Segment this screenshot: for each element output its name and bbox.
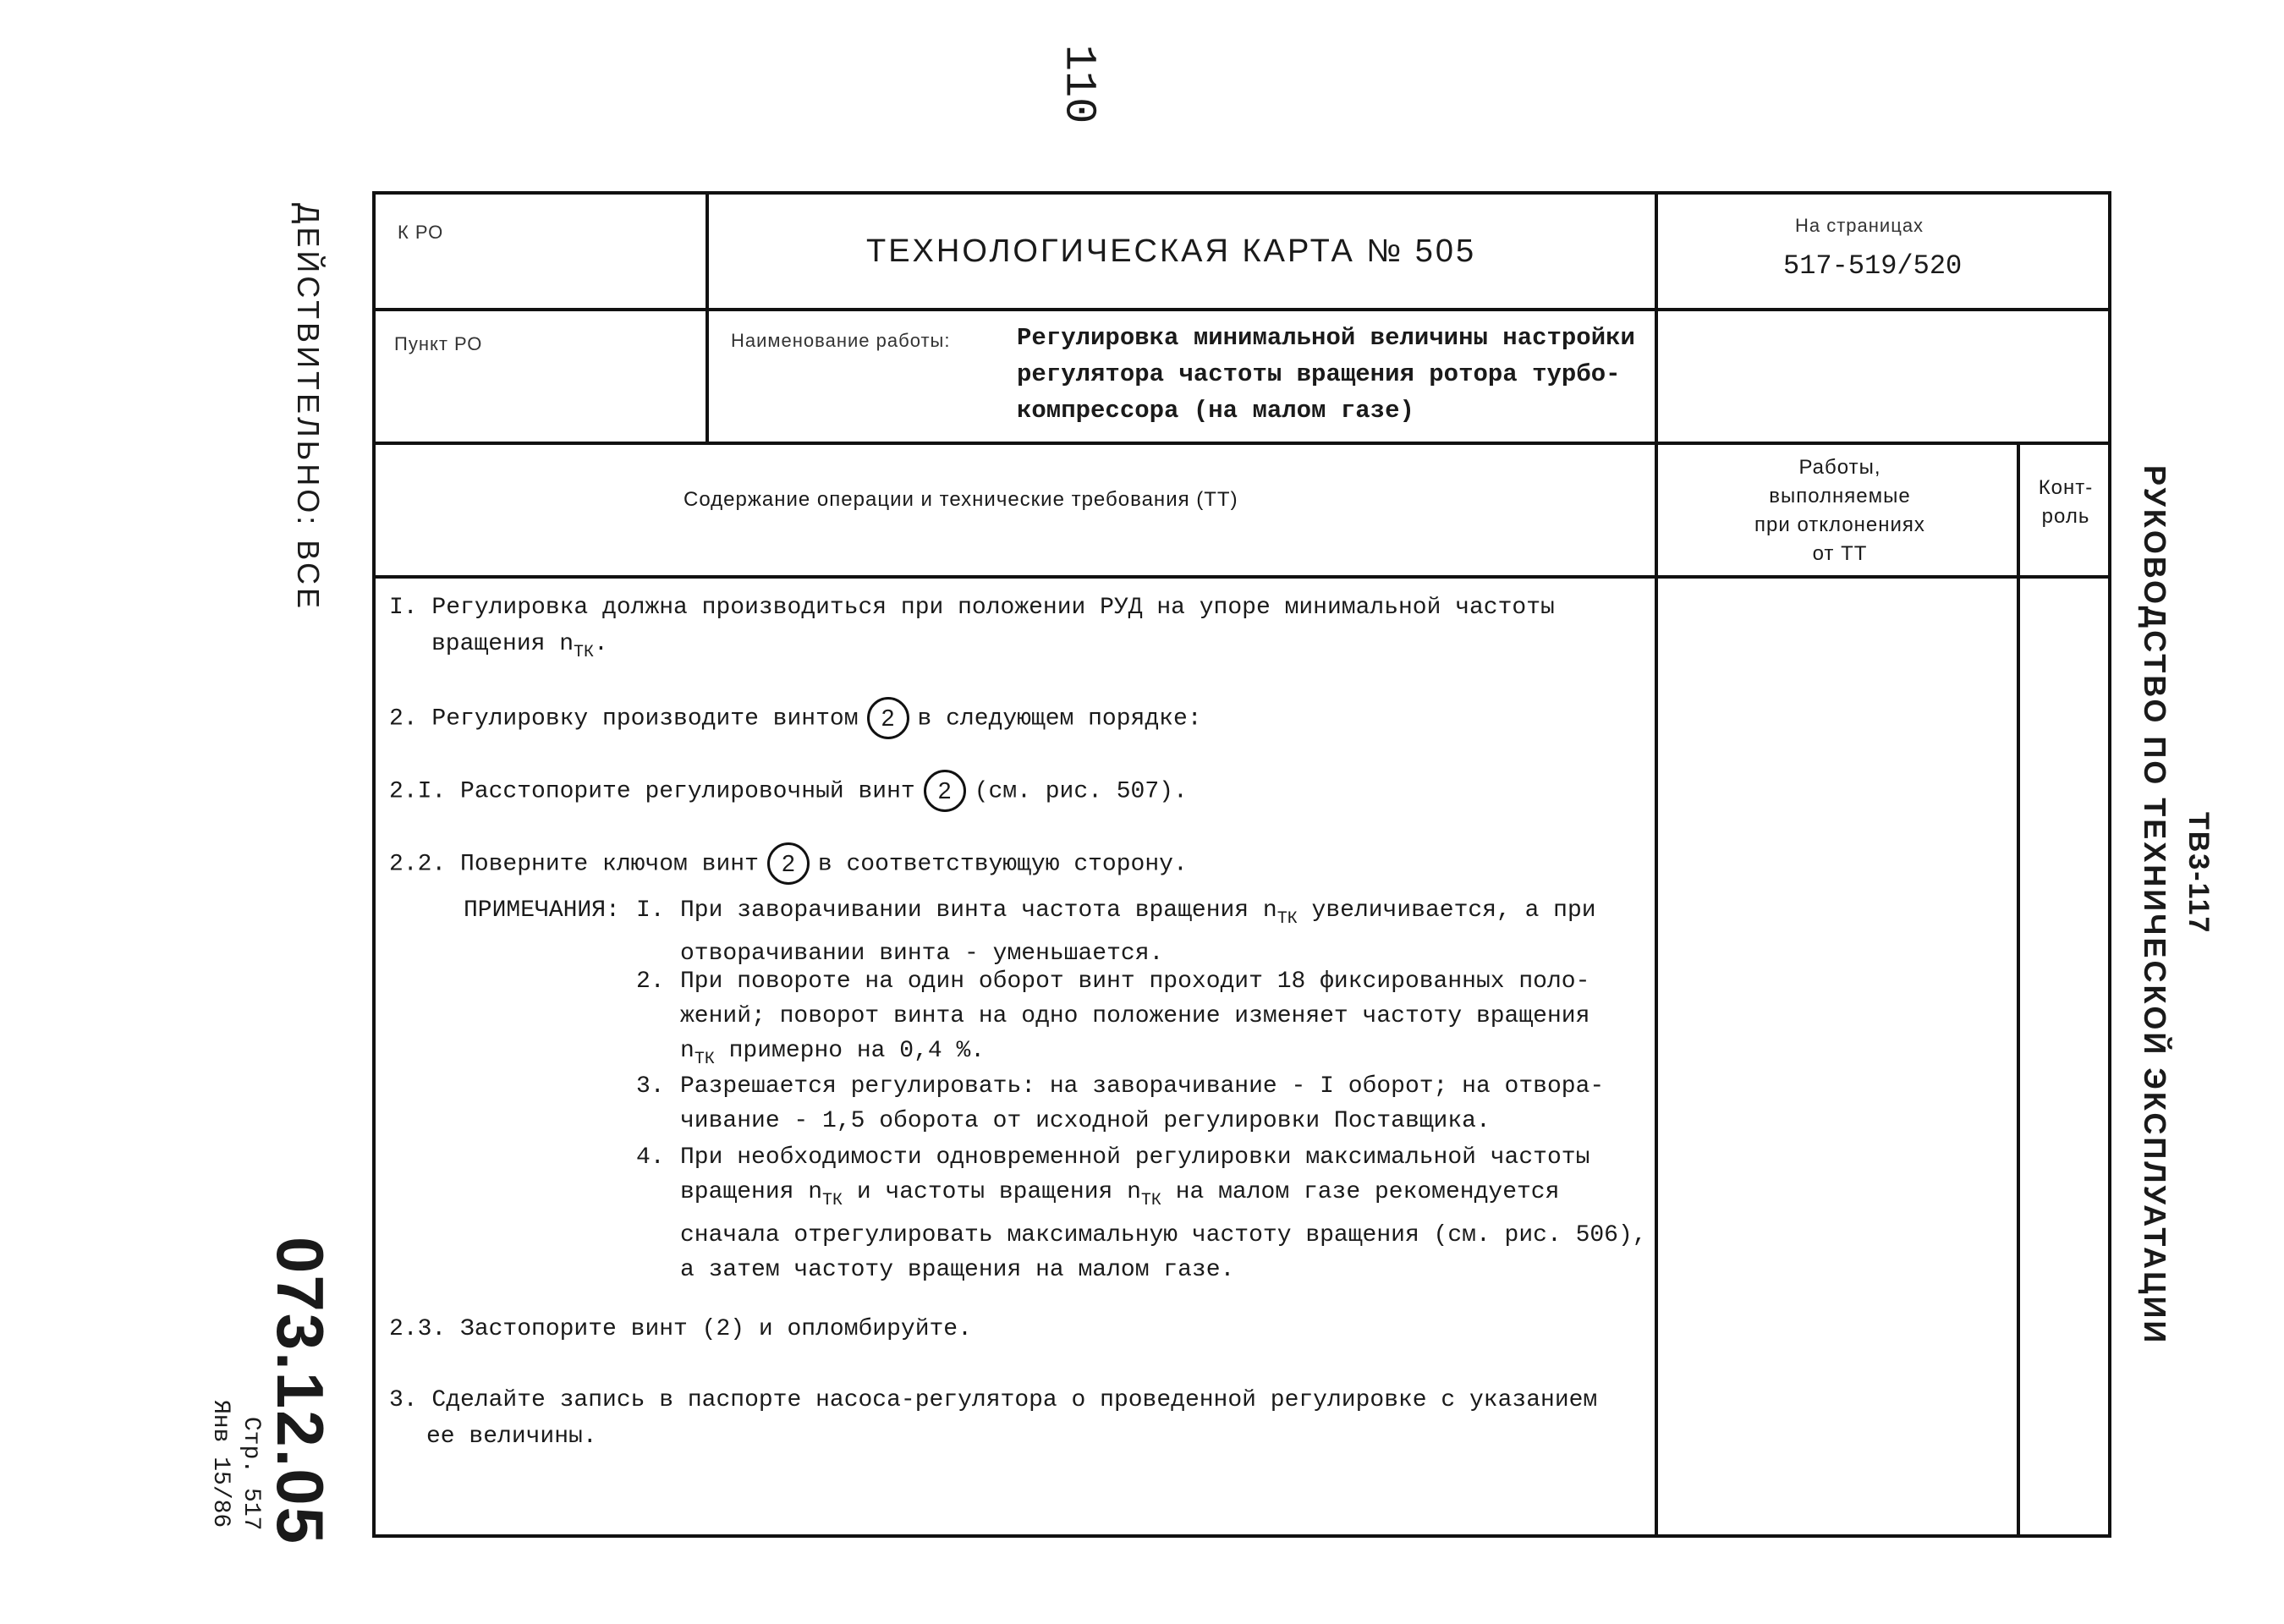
work-name-divider-line bbox=[372, 442, 2111, 445]
deviations-heading-line-2: выполняемые bbox=[1769, 485, 1911, 508]
item-2-2: 2.2. Поверните ключом винт 2 в соответствующую сторону. bbox=[389, 842, 1188, 885]
pages-label: На страницах bbox=[1795, 215, 1924, 236]
page-reference: Стр. 517 bbox=[238, 1417, 264, 1531]
card-title: ТЕХНОЛОГИЧЕСКАЯ КАРТА № 505 bbox=[866, 233, 1477, 269]
frame-right-line bbox=[2108, 191, 2111, 1538]
work-name-line-3: компрессора (на малом газе) bbox=[1017, 397, 1414, 425]
header-col2-line bbox=[1655, 191, 1658, 1538]
frame-top-line bbox=[372, 191, 2111, 195]
frame-left-line bbox=[372, 191, 376, 1538]
deviations-column-heading bbox=[1666, 453, 2013, 568]
item-3-line-1: 3. Сделайте запись в паспорте насоса-регулятора о проведенной регулировке с указанием bbox=[389, 1387, 1598, 1413]
column-head-divider-line bbox=[372, 575, 2111, 579]
issue-date: Янв 15/86 bbox=[207, 1400, 233, 1528]
work-name-line-1: Регулировка минимальной величины настройки bbox=[1017, 324, 1635, 352]
work-name bbox=[1017, 320, 1635, 429]
content-column-heading: Содержание операции и технические требования (ТТ) bbox=[684, 488, 1238, 511]
note-1: I. При заворачивании винта частота вращения $n_{ТК}$ увеличивается, а при отворачивании винта - уменьшается. bbox=[636, 897, 1596, 967]
engine-model: ТВ3-117 bbox=[2182, 812, 2215, 935]
page-number: 110 bbox=[1053, 44, 1104, 124]
control-heading-line-2: роль bbox=[2041, 505, 2090, 528]
control-col-line bbox=[2017, 442, 2020, 1538]
note-2: 2. При повороте на один оборот винт проходит 18 фиксированных поло- жений; поворот винта на одно положение изменяет частоту вращения $n_{ТК}$ примерно на 0,4 %. bbox=[636, 968, 1590, 1069]
item-2-1: 2.I. Расстопорите регулировочный винт 2 (см. рис. 507). bbox=[389, 770, 1188, 812]
document-code: 073.12.05 bbox=[263, 1237, 338, 1546]
notes-label: ПРИМЕЧАНИЯ: bbox=[464, 897, 620, 924]
callout-2-icon: 2 bbox=[867, 697, 909, 739]
control-column-heading bbox=[2023, 474, 2108, 531]
header-col1-line bbox=[706, 191, 709, 443]
punkt-ro-label: Пункт РО bbox=[394, 333, 483, 354]
item-1-line-2: вращения $n_{ТК}$. bbox=[431, 631, 608, 662]
item-2: 2. Регулировку производите винтом 2 в следующем порядке: bbox=[389, 697, 1202, 739]
callout-2-icon: 2 bbox=[924, 770, 966, 812]
pages-value: 517-519/520 bbox=[1783, 250, 1963, 282]
deviations-heading-line-1: Работы, bbox=[1798, 456, 1881, 479]
item-2-3: 2.3. Застопорите винт (2) и опломбируйте. bbox=[389, 1316, 972, 1342]
item-1 bbox=[389, 590, 1555, 671]
deviations-heading-line-3: при отклонениях bbox=[1754, 513, 1925, 536]
item-3 bbox=[389, 1382, 1597, 1455]
callout-2-icon: 2 bbox=[767, 842, 810, 885]
item-3-line-2: ее величины. bbox=[426, 1424, 597, 1450]
frame-bottom-line bbox=[372, 1534, 2111, 1538]
k-ro-label: К РО bbox=[398, 222, 444, 243]
deviations-heading-line-4: от ТТ bbox=[1812, 542, 1868, 565]
header-divider-line bbox=[372, 308, 2111, 311]
work-name-line-2: регулятора частоты вращения ротора турбо- bbox=[1017, 360, 1621, 388]
item-1-line-1: I. Регулировка должна производиться при положении РУД на упоре минимальной частоты bbox=[389, 595, 1555, 621]
note-4: 4. При необходимости одновременной регулировки максимальной частоты вращения $n_{ТК}$ и частоты вращения $n_{ТК}$ на малом газе рекомендуется сначала отрегулировать максимальную частоту вращения (см. рис. 506), а затем частоту вращения на малом газе. bbox=[636, 1144, 1647, 1283]
manual-title: РУКОВОДСТВО ПО ТЕХНИЧЕСКОЙ ЭКСПЛУАТАЦИИ bbox=[2138, 465, 2172, 1346]
validity-label: ДЕЙСТВИТЕЛЬНО: ВСЕ bbox=[291, 203, 326, 612]
work-name-label: Наименование работы: bbox=[731, 330, 951, 351]
control-heading-line-1: Конт- bbox=[2038, 476, 2094, 499]
note-3: 3. Разрешается регулировать: на заворачивание - I оборот; на отвора- чивание - 1,5 оборота от исходной регулировки Поставщика. bbox=[636, 1073, 1605, 1134]
